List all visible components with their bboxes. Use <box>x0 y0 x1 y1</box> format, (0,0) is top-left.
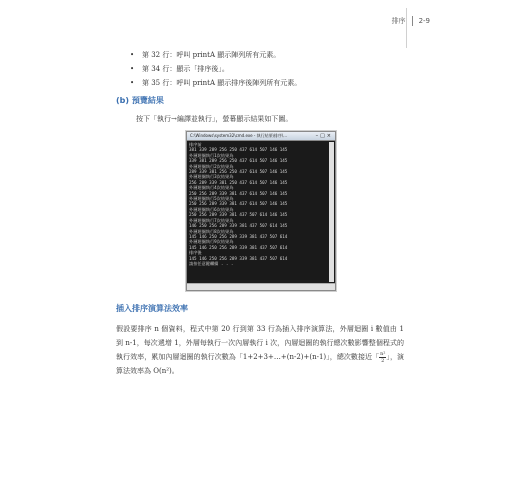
console-line: 外層迴圈執行8次結果為 <box>189 228 234 234</box>
section-b-instruction: 按下「執行→編譯並執行」，螢幕顯示結果如下圖。 <box>136 115 293 123</box>
console-line: 外層迴圈執行4次結果為 <box>189 185 234 191</box>
header-divider <box>406 8 407 48</box>
page-header <box>392 16 430 26</box>
console-line: 250 256 289 339 381 437 507 614 146 145 <box>189 212 288 218</box>
page-number: 2-9 <box>418 17 430 25</box>
console-line: 外層迴圈執行7次結果為 <box>189 217 234 223</box>
body-paragraph-text: 假設要排序 n 個資料，程式中第 20 行到第 33 行為插入排序演算法，外層迴圈 i 數值由 1 到 n-1，每次遞增 1，外層每執行一次內層執行 i 次，內層迴圈的執行總次數影響整個程式的執行效率，累加內層迴圈的執行次數為「1+2+3+…+(n-2)+(n-1)」，總次數接近「 <box>116 325 404 361</box>
horizontal-scrollbar[interactable] <box>187 283 335 290</box>
console-line: 145 146 250 256 289 339 381 437 507 614 <box>189 233 288 239</box>
console-line: 289 339 381 256 250 437 614 507 146 145 <box>189 169 288 175</box>
console-line: 外層迴圈執行3次結果為 <box>189 174 234 180</box>
console-line: 381 339 289 256 250 437 614 507 146 145 <box>189 147 288 153</box>
console-line: 256 289 339 381 250 437 614 507 146 145 <box>189 179 288 185</box>
console-line: 250 256 289 339 381 437 614 507 146 145 <box>189 190 288 196</box>
bullet-list <box>130 48 301 90</box>
fraction-numerator: n² <box>380 350 386 357</box>
bullet-item: • 第 35 行：呼叫 printA 顯示排序後陣列所有元素。 <box>130 76 301 90</box>
console-window <box>186 131 336 291</box>
insertion-sort-heading: 插入排序演算法效率 <box>116 304 188 313</box>
vertical-scrollbar[interactable] <box>329 142 334 282</box>
bullet-item: • 第 32 行：呼叫 printA 顯示陣列所有元素。 <box>130 48 301 62</box>
body-paragraph <box>116 322 404 378</box>
console-line: 排序前 <box>189 142 202 147</box>
console-line: 外層迴圈執行6次結果為 <box>189 206 234 212</box>
console-output <box>189 142 327 282</box>
body-paragraph-end: 」，演算法效率為 O(n²)。 <box>116 353 405 375</box>
insertion-sort-body <box>116 322 404 378</box>
bullet-item: • 第 34 行：顯示「排序後」。 <box>130 62 301 76</box>
chapter-title: 排序 <box>391 17 406 25</box>
window-controls[interactable]: –□× <box>315 133 333 139</box>
console-line: 339 381 289 256 250 437 614 507 146 145 <box>189 158 288 164</box>
console-line: 外層迴圈執行9次結果為 <box>189 239 234 245</box>
console-line: 145 146 250 256 289 339 381 437 507 614 <box>189 255 288 261</box>
section-b-heading: (b) 預覽結果 <box>116 96 164 105</box>
console-line: 排序後 <box>189 250 202 256</box>
console-line: 146 250 256 289 339 381 437 507 614 145 <box>189 223 288 229</box>
console-line: 外層迴圈執行1次結果為 <box>189 152 234 158</box>
fraction-denominator: 2 <box>381 357 385 364</box>
console-line: 145 146 250 256 289 339 381 437 507 614 <box>189 244 288 250</box>
console-line: 外層迴圈執行5次結果為 <box>189 196 234 202</box>
console-line: 外層迴圈執行2次結果為 <box>189 163 234 169</box>
console-line: 250 256 289 339 381 437 614 507 146 145 <box>189 201 288 207</box>
console-titlebar <box>187 132 335 141</box>
console-title: C:\Windows\system32\cmd.exe - 執行結果\排序\... <box>190 133 288 138</box>
header-separator <box>412 16 413 26</box>
console-line: 請按任意鍵繼續 . . . <box>189 260 234 266</box>
